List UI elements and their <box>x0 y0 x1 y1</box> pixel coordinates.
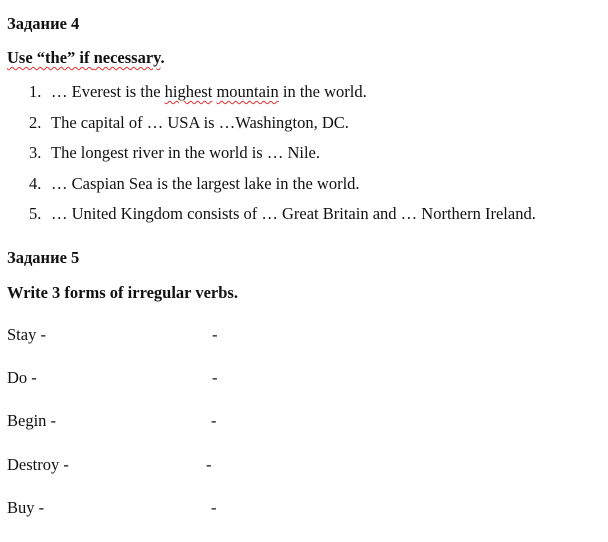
verb-blank-dash: - <box>212 325 218 344</box>
list-item <box>29 113 349 133</box>
verb-label: Stay - <box>7 325 46 344</box>
item-marked-word: mountain <box>216 82 279 101</box>
list-item <box>29 82 367 102</box>
task4-instruction <box>7 48 165 68</box>
verb-blank-dash: - <box>211 498 217 517</box>
verb-label: Buy - <box>7 498 45 517</box>
item-text: The longest river in the world is … Nile. <box>51 143 320 162</box>
item-number: 1. <box>29 82 42 101</box>
item-number: 3. <box>29 143 42 162</box>
list-item <box>29 204 536 224</box>
list-item <box>29 174 360 194</box>
instruction-prefix: Use “the” if <box>7 48 94 67</box>
item-marked-word: highest <box>164 82 213 101</box>
item-number: 2. <box>29 113 42 132</box>
task5-instruction: Write 3 forms of irregular verbs. <box>7 283 238 302</box>
verb-label: Do - <box>7 368 37 387</box>
verb-blank-dash: - <box>211 411 217 430</box>
item-number: 4. <box>29 174 42 193</box>
instruction-suffix: . <box>160 48 165 67</box>
item-text: … Caspian Sea is the largest lake in the world. <box>51 174 360 193</box>
item-text: The capital of … USA is …Washington, DC. <box>51 113 349 132</box>
list-item <box>29 143 320 163</box>
task5-heading: Задание 5 <box>7 248 80 267</box>
item-text-post: in the world. <box>278 82 367 101</box>
task4-heading: Задание 4 <box>7 14 80 33</box>
item-text-pre: … Everest is the <box>51 82 165 101</box>
instruction-underlined-word: necessary <box>93 48 161 67</box>
verb-label: Destroy - <box>7 455 69 474</box>
item-text: … United Kingdom consists of … Great Britain and … Northern Ireland. <box>51 204 536 223</box>
item-number: 5. <box>29 204 42 223</box>
verb-blank-dash: - <box>212 368 218 387</box>
verb-blank-dash: - <box>206 455 212 474</box>
verb-label: Begin - <box>7 411 57 430</box>
